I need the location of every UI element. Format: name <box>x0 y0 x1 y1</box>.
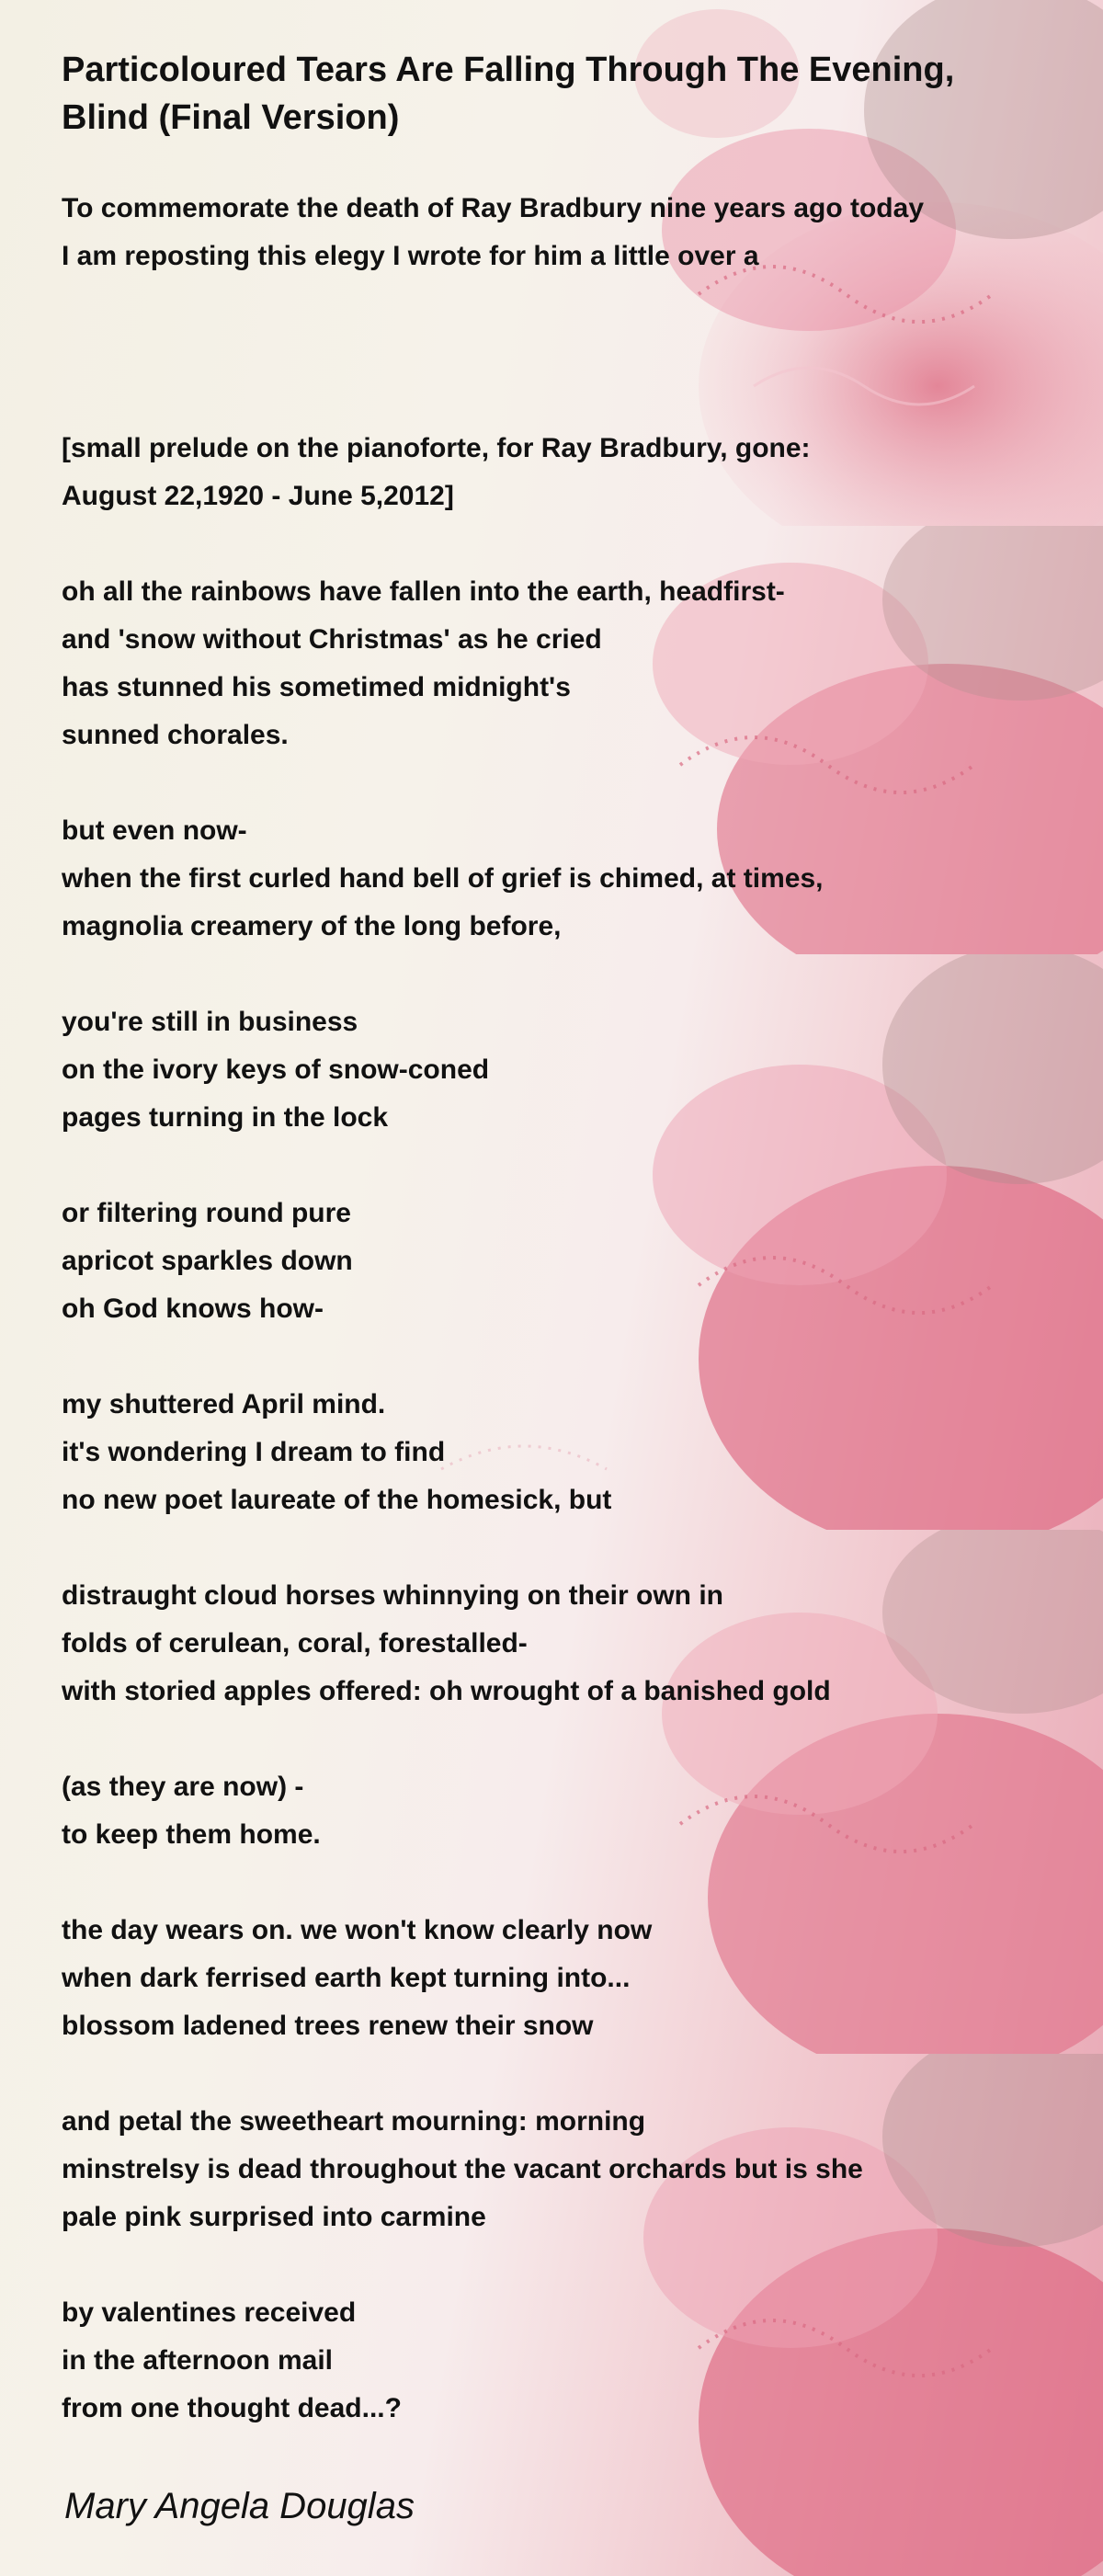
poem-line: you're still in business <box>62 1007 358 1037</box>
poem-line: apricot sparkles down <box>62 1246 353 1276</box>
poem-line: and 'snow without Christmas' as he cried <box>62 624 602 655</box>
poem-line: the day wears on. we won't know clearly now <box>62 1915 653 1945</box>
poem-line: oh all the rainbows have fallen into the earth, headfirst- <box>62 576 785 607</box>
poem-line: oh God knows how- <box>62 1294 324 1324</box>
poem-line: and petal the sweetheart mourning: morning <box>62 2106 646 2137</box>
poem-line: in the afternoon mail <box>62 2345 334 2376</box>
poem-line: has stunned his sometimed midnight's <box>62 672 571 702</box>
poem-line: sunned chorales. <box>62 720 289 750</box>
poem-line: my shuttered April mind. <box>62 1389 386 1419</box>
poem-line: with storied apples offered: oh wrought of a banished gold <box>62 1676 831 1706</box>
poem-title: Particoloured Tears Are Falling Through The Evening, Blind (Final Version) <box>62 51 955 137</box>
poem-line: by valentines received <box>62 2297 357 2328</box>
intro-line: I am reposting this elegy I wrote for him a little over a <box>62 241 759 271</box>
poem-line: from one thought dead...? <box>62 2393 402 2423</box>
poem-line: minstrelsy is dead throughout the vacant orchards but is she <box>62 2154 863 2184</box>
poem-line: pages turning in the lock <box>62 1102 389 1133</box>
poem-line: no new poet laureate of the homesick, but <box>62 1485 612 1515</box>
poem-line: magnolia creamery of the long before, <box>62 911 562 941</box>
poem-line: folds of cerulean, coral, forestalled- <box>62 1628 528 1658</box>
poem-line: to keep them home. <box>62 1819 321 1850</box>
poem-line: when the first curled hand bell of grief is chimed, at times, <box>62 863 824 894</box>
poem-line: (as they are now) - <box>62 1772 304 1802</box>
poem-line: distraught cloud horses whinnying on their own in <box>62 1580 723 1611</box>
poem-line: when dark ferrised earth kept turning into... <box>62 1963 631 1993</box>
poem-line: August 22,1920 - June 5,2012] <box>62 481 454 511</box>
author-name: Mary Angela Douglas <box>64 2486 415 2526</box>
poem-line: or filtering round pure <box>62 1198 351 1228</box>
intro-line: To commemorate the death of Ray Bradbury nine years ago today <box>62 193 924 223</box>
poem-line: on the ivory keys of snow-coned <box>62 1054 490 1085</box>
poem-line: it's wondering I dream to find <box>62 1437 446 1467</box>
poem-line: blossom ladened trees renew their snow <box>62 2011 594 2041</box>
poem-line: [small prelude on the pianoforte, for Ray Bradbury, gone: <box>62 433 811 463</box>
poem-line: pale pink surprised into carmine <box>62 2202 486 2232</box>
poem-line: but even now- <box>62 815 247 846</box>
